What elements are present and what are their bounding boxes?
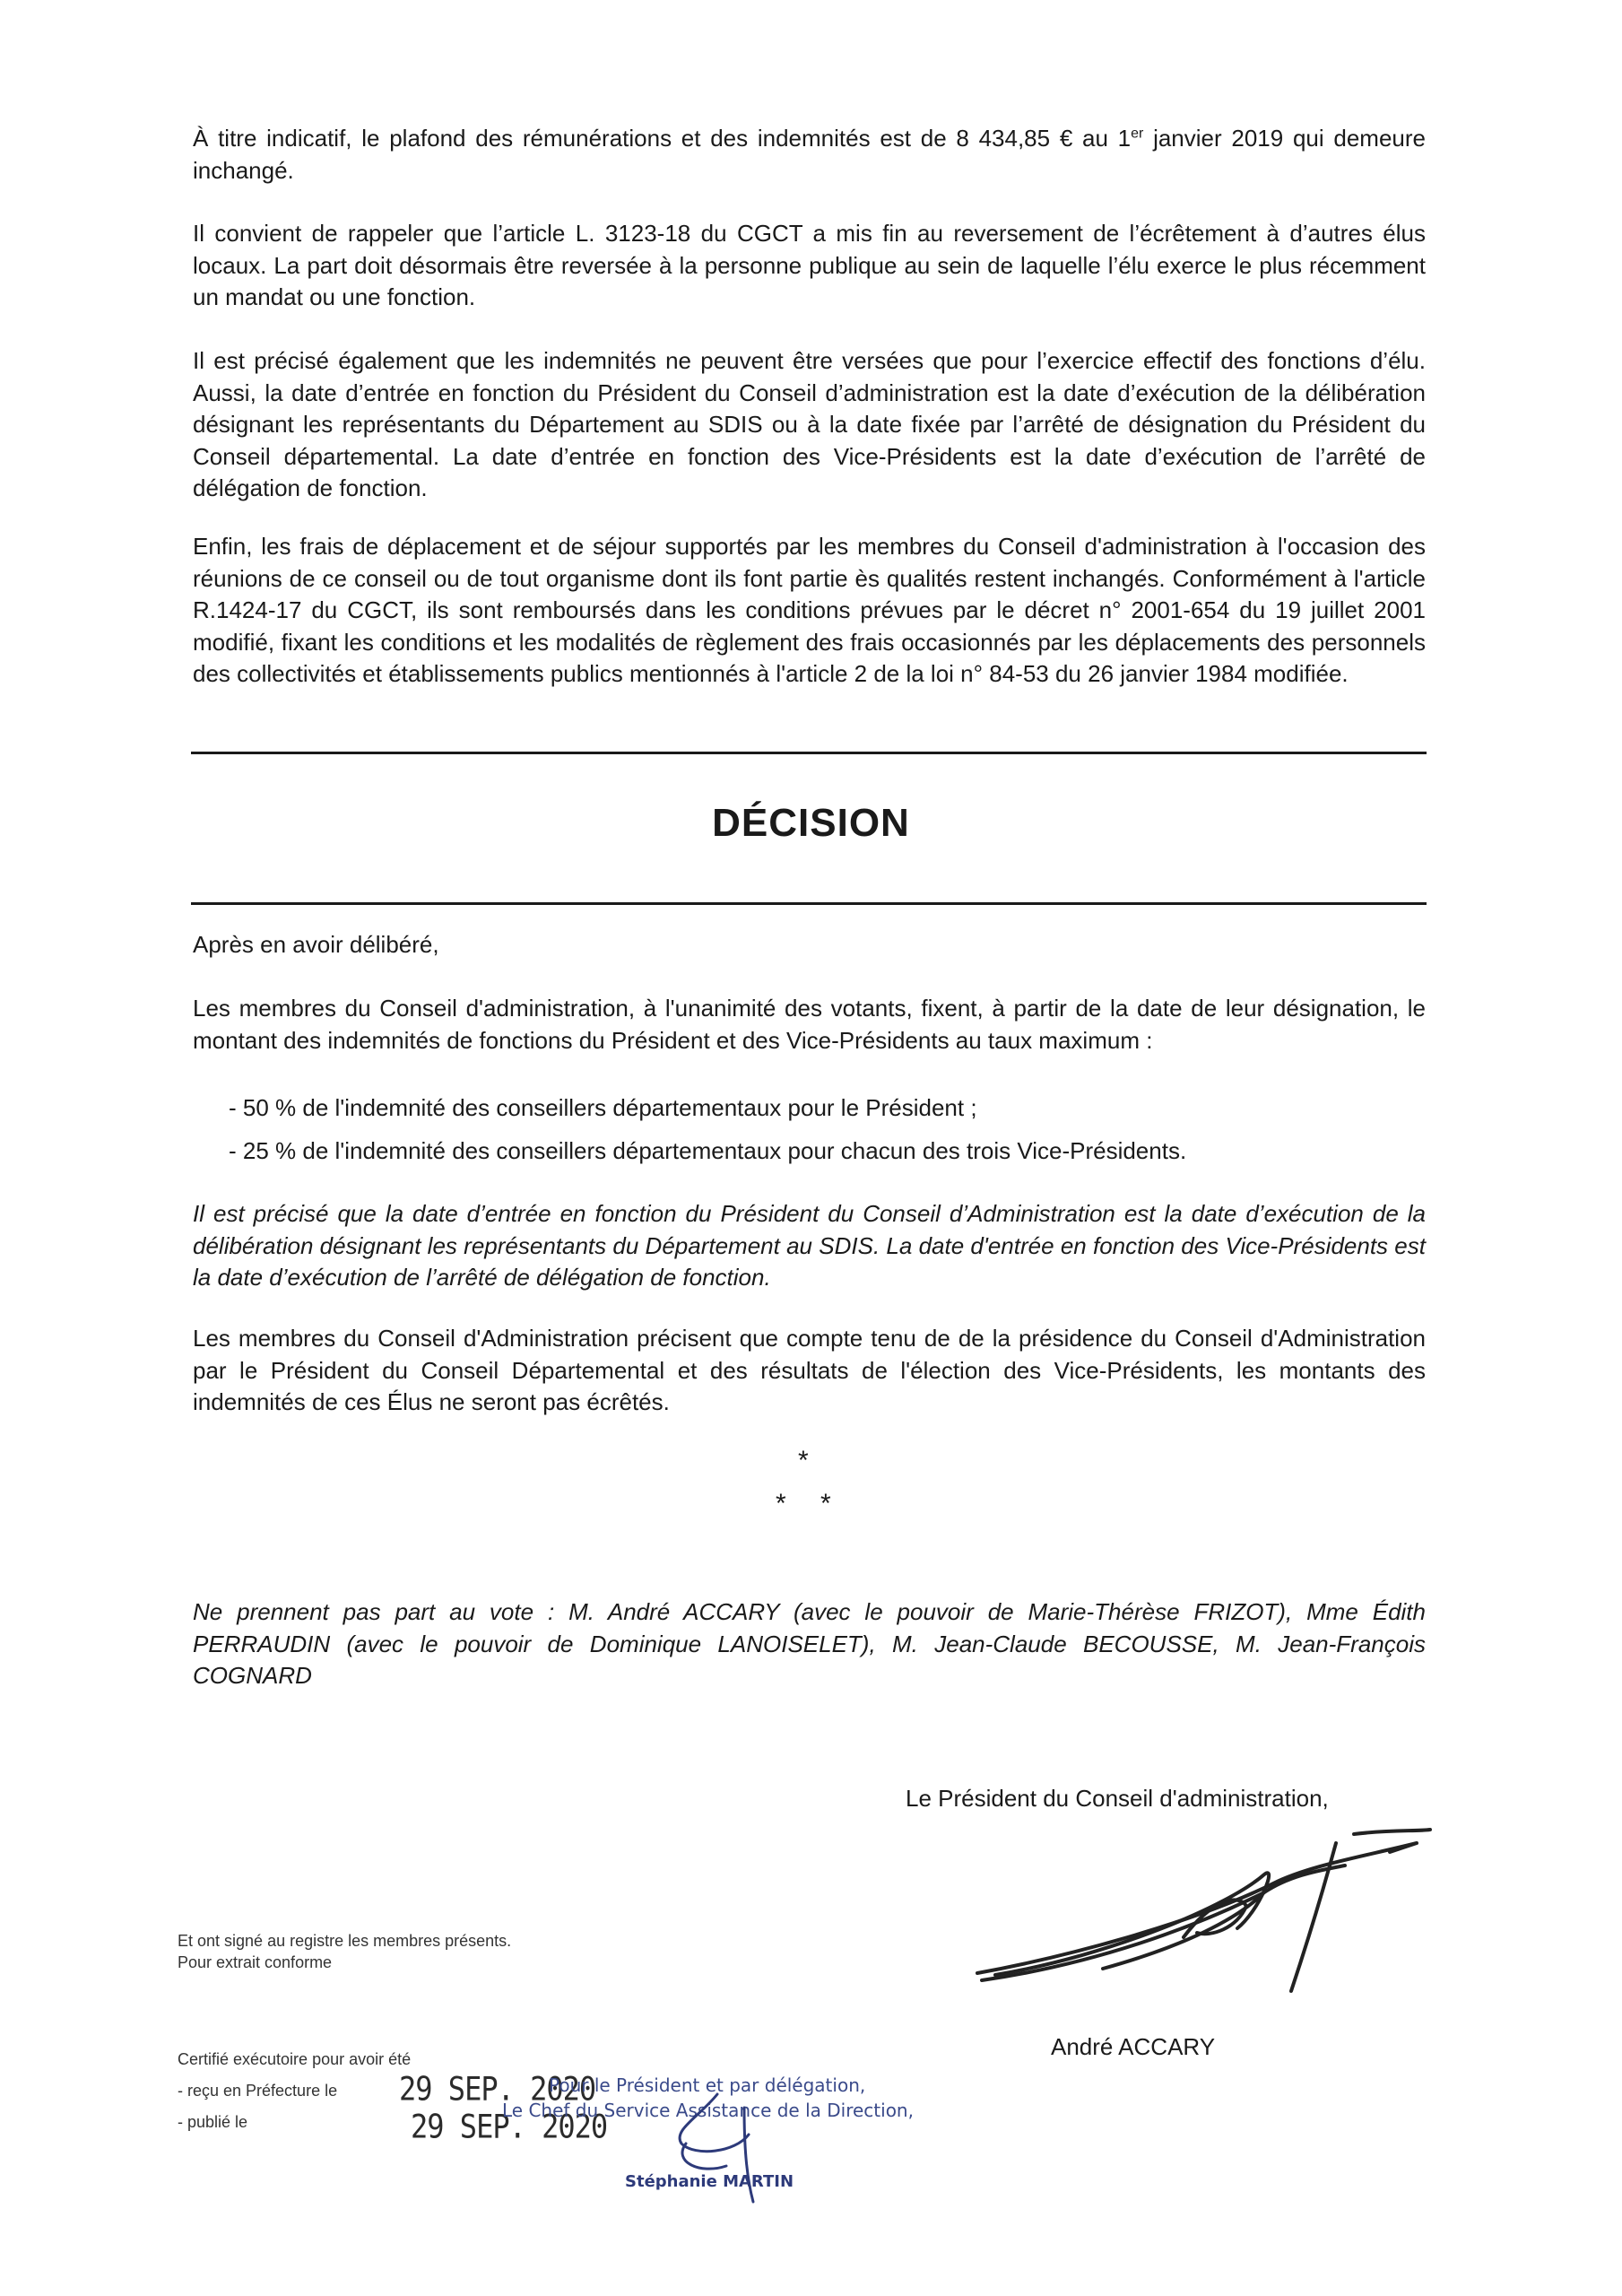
ceiling-text: À titre indicatif, le plafond des rémunérations et des indemnités est de 8 434,85 € au 1 xyxy=(193,125,1132,152)
registry-note: Et ont signé au registre les membres présents. xyxy=(178,1932,512,1950)
ecretement-paragraph: Il convient de rappeler que l’article L. 3123-18 du CGCT a mis fin au reversement de l’écrêtement à d’autres élus locaux. La part doit désormais être reversée à la personne publique au sein de laquelle l’élu exerce le plus récemment un mandat ou une fonction. xyxy=(193,220,1426,310)
rates-list xyxy=(229,1092,1186,1178)
effective-date-note: Il est précisé que la date d’entrée en fonction du Président du Conseil d’Administration est la date d’exécution de la délibération désignant les représentants du Département au SDIS. La date d'entrée en fonction des Vice-Présidents est la date d’exécution de l’arrêté de délégation de fonction. xyxy=(193,1200,1426,1291)
star-separator: * xyxy=(776,1489,786,1518)
signer-name: André ACCARY xyxy=(1051,2033,1216,2060)
star-separator: * xyxy=(820,1489,831,1518)
star-separator: * xyxy=(798,1446,809,1475)
list-item: - 25 % de l'indemnité des conseillers départementaux pour chacun des trois Vice-Présidents. xyxy=(229,1136,1187,1164)
list-item: - 50 % de l'indemnité des conseillers départementaux pour le Président ; xyxy=(229,1094,977,1121)
top-divider xyxy=(191,752,1427,754)
extract-conform-note: Pour extrait conforme xyxy=(178,1953,333,1971)
decision-title: DÉCISION xyxy=(712,801,910,845)
ordinal-superscript: er xyxy=(1131,126,1144,142)
bottom-divider xyxy=(191,902,1427,905)
published-label: - publié le xyxy=(178,2113,248,2131)
vote-abstention-note: Ne prennent pas part au vote : M. André ACCARY (avec le pouvoir de Marie-Thérèse FRIZOT), Mme Édith PERRAUDIN (avec le pouvoir de Dominique LANOISELET), M. Jean-Claude BECOUSSE, M. Jean-François COGNARD xyxy=(193,1598,1426,1689)
delegation-stamp-line2: Le Chef du Service Assistance de la Direction, xyxy=(502,2100,914,2121)
president-signature-image xyxy=(968,1821,1435,2000)
received-date-stamp: 29 SEP. 2020 xyxy=(399,2069,596,2109)
travel-expenses-paragraph: Enfin, les frais de déplacement et de séjour supportés par les membres du Conseil d'administration à l'occasion des réunions de ce conseil ou de tout organisme dont ils font partie ès qualités restent inchangés. Conformément à l'article R.1424-17 du CGCT, ils sont remboursés dans les conditions prévues par le décret n° 2001-654 du 19 juillet 2001 modifié, fixant les conditions et les modalités de règlement des frais occasionnés par les déplacements des personnels des collectivités et établissements publics mentionnés à l'article 2 de la loi n° 84-53 du 26 janvier 1984 modifiée. xyxy=(193,533,1426,687)
prefecture-received-label: - reçu en Préfecture le xyxy=(178,2082,338,2100)
published-date-stamp: 29 SEP. 2020 xyxy=(411,2107,608,2146)
delegate-name-stamp: Stéphanie MARTIN xyxy=(625,2172,794,2191)
deliberation-line: Après en avoir délibéré, xyxy=(193,931,439,958)
certified-note: Certifié exécutoire pour avoir été xyxy=(178,2050,412,2068)
effective-exercise-paragraph: Il est précisé également que les indemnités ne peuvent être versées que pour l’exercice effectif des fonctions d’élu. Aussi, la date d’entrée en fonction du Président du Conseil d’administration est la date d’exécution de la délibération désignant les représentants du Département au SDIS ou à la date fixée par l’arrêté de désignation du Président du Conseil départemental. La date d’entrée en fonction des Vice-Présidents est la date d’exécution de l’arrêté de délégation de fonction. xyxy=(193,347,1426,501)
delegation-stamp-line1: Pour le Président et par délégation, xyxy=(549,2074,866,2096)
members-decision-paragraph: Les membres du Conseil d'administration, à l'unanimité des votants, fixent, à partir de la date de leur désignation, le montant des indemnités de fonctions du Président et des Vice-Présidents au taux maximum : xyxy=(193,995,1426,1054)
non-ecretement-paragraph: Les membres du Conseil d'Administration précisent que compte tenu de de la présidence du Conseil d'Administration par le Président du Conseil Départemental et des résultats de l'élection des Vice-Présidents, les montants des indemnités de ces Élus ne seront pas écrêtés. xyxy=(193,1325,1426,1415)
signer-title: Le Président du Conseil d'administration, xyxy=(906,1785,1329,1812)
indicative-ceiling-paragraph xyxy=(193,123,1426,187)
ceiling-text-end: janvier 2019 qui demeure inchangé. xyxy=(193,125,1426,184)
